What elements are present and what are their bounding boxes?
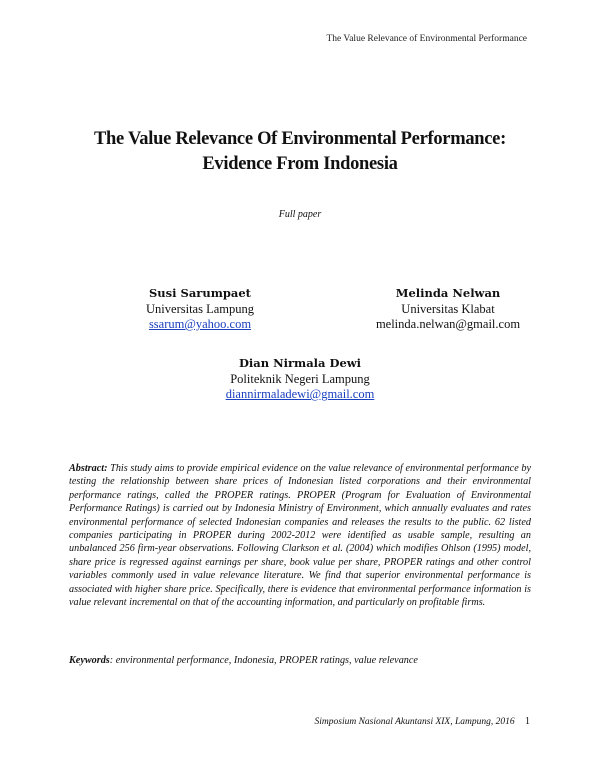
keywords-label: Keywords	[69, 655, 110, 666]
paper-type: Full paper	[278, 209, 322, 220]
paper-title-line-2: Evidence From Indonesia	[202, 154, 398, 174]
author-email-link[interactable]: ssarum@yahoo.com	[148, 317, 252, 331]
running-header: The Value Relevance of Environmental Performance	[326, 34, 527, 44]
keywords	[69, 655, 531, 666]
paper-title	[0, 127, 600, 177]
abstract-label: Abstract:	[69, 463, 108, 474]
abstract	[69, 462, 531, 609]
author-block-2	[348, 286, 548, 333]
conference-name: Simposium Nasional Akuntansi XIX, Lampung, 2016	[314, 717, 515, 727]
author-name: Dian Nirmala Dewi	[238, 356, 362, 370]
author-block-1	[100, 286, 300, 333]
paper-title-line-1: The Value Relevance Of Environmental Performance:	[94, 129, 506, 149]
author-email: melinda.nelwan@gmail.com	[375, 317, 521, 331]
author-block-3	[200, 356, 400, 403]
author-affiliation: Politeknik Negeri Lampung	[230, 371, 370, 386]
author-affiliation: Universitas Lampung	[146, 301, 254, 316]
keywords-text: : environmental performance, Indonesia, PROPER ratings, value relevance	[109, 655, 418, 666]
author-name: Susi Sarumpaet	[149, 286, 251, 300]
abstract-text: This study aims to provide empirical evidence on the value relevance of environmental performance by testing the relationship between share prices of Indonesian listed corporations and their environmental performance ratings, called the PROPER ratings. PROPER (Program for Evaluation of Environmental Performance Ratings) is carried out by Indonesia Ministry of Environment, which annually evaluates and rates environmental performance of selected Indonesian companies and releases the results to the public. 62 listed companies participating in PROPER during 2002-2012 were identified as usable sample, resulting an unbalanced 256 firm-year observations. Following Clarkson et al. (2004) which modifies Ohlson (1995) model, share price is regressed against earnings per share, book value per share, PROPER ratings and other control variables commonly used in value relevance literature. We find that superior environmental performance is associated with higher share price. Specifically, there is evidence that environmental performance information is value relevant incremental on that of the accounting information, and particularly on profitable firms.	[69, 463, 532, 609]
author-name: Melinda Nelwan	[395, 286, 501, 300]
page-number: 1	[525, 716, 530, 727]
author-affiliation: Universitas Klabat	[401, 301, 495, 316]
author-email-link[interactable]: diannirmaladewi@gmail.com	[225, 387, 375, 401]
page-footer	[315, 716, 531, 727]
